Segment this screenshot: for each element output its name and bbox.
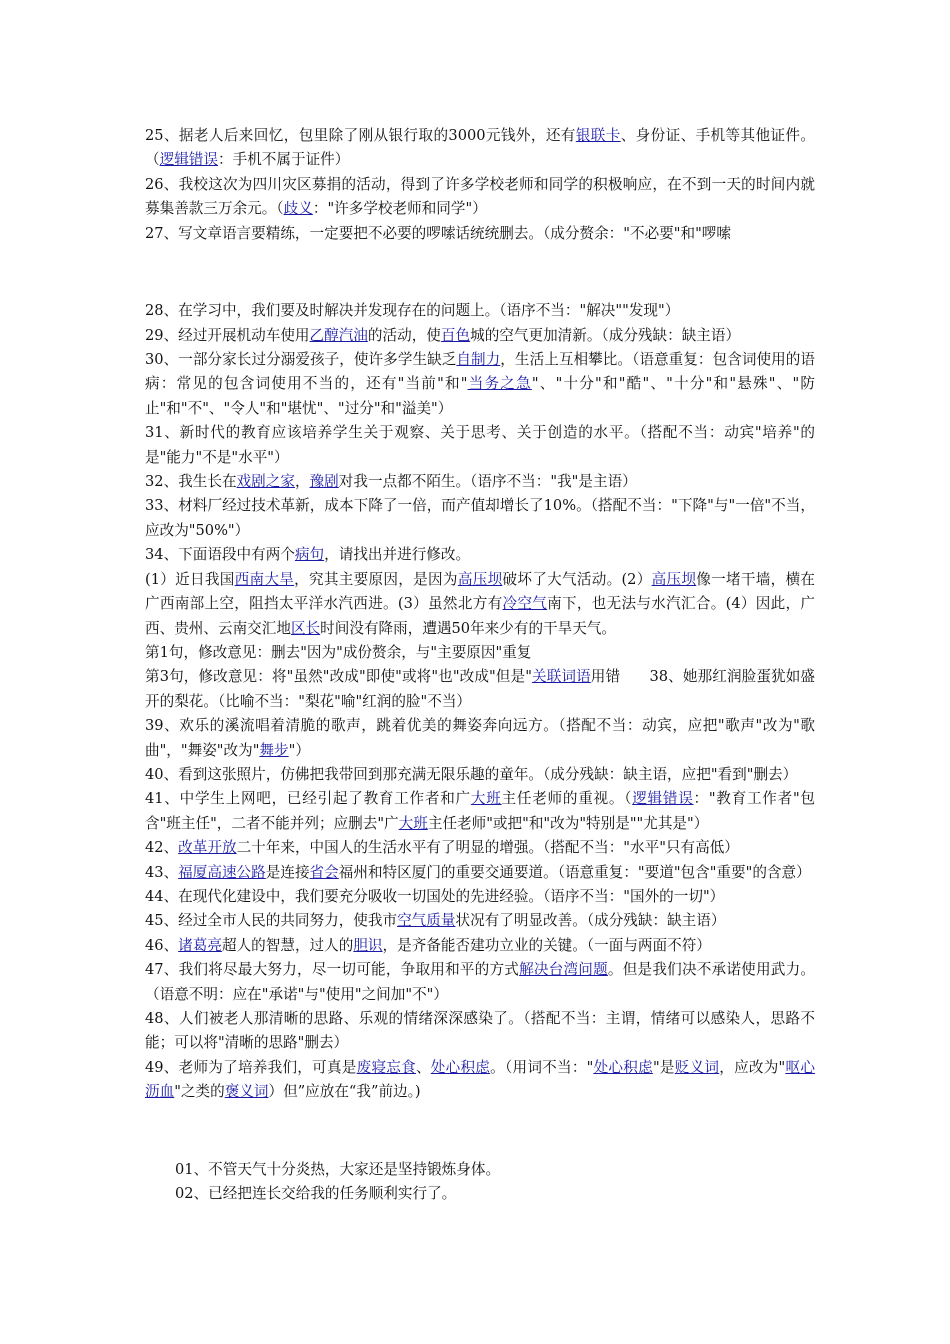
term-link[interactable]: 诸葛亮 <box>178 936 222 954</box>
paragraph-text: 47、我们将尽最大努力，尽一切可能，争取用和平的方式 <box>145 961 520 979</box>
term-link[interactable]: 解决台湾问题 <box>519 961 608 979</box>
term-link[interactable]: 呕心沥血 <box>145 1058 815 1101</box>
term-link[interactable]: 关联词语 <box>531 668 591 686</box>
paragraph-text: 33、材料厂经过技术革新，成本下降了一倍，而产值却增长了10%。（搭配不当："下降"与"一倍"不当，应改为"50%"） <box>145 497 815 539</box>
paragraph-text: ，是齐备能否建功立业的关键。（一面与两面不符） <box>382 936 711 954</box>
paragraph-text: 32、我生长在 <box>145 473 237 491</box>
document-body <box>145 124 815 1207</box>
term-link[interactable]: 处心积虑 <box>593 1058 653 1076</box>
paragraph-p49 <box>145 1056 815 1105</box>
term-link[interactable]: 银联卡 <box>575 127 621 144</box>
paragraph-text: ：手机不属于证件） <box>218 151 350 169</box>
term-link[interactable]: 空气质量 <box>397 912 456 930</box>
paragraph-text: 27、写文章语言要精练，一定要把不必要的啰嗦话统统删去。（成分赘余："不必要"和"啰嗦 <box>145 224 731 242</box>
paragraph-text: ）但”应放在“我”前边。) <box>268 1083 421 1101</box>
paragraph-text: 40、看到这张照片，仿佛把我带回到那充满无限乐趣的童年。（成分残缺：缺主语，应把"看到"删去） <box>145 765 798 783</box>
term-link[interactable]: 西南大旱 <box>234 570 295 588</box>
paragraph-text: 像一堵干墙，横在广西南部上空，阻挡太平洋水汽西进。(3）虽然北方有 <box>145 570 815 613</box>
term-link[interactable]: 豫剧 <box>309 473 339 491</box>
paragraph-text: 的活动，使 <box>367 326 441 344</box>
term-link[interactable]: 改革开放 <box>178 839 237 857</box>
term-link[interactable]: 乙醇汽油 <box>309 326 368 344</box>
paragraph-text: 31、新时代的教育应该培养学生关于观察、关于思考、关于创造的水平。（搭配不当：动宾"培养"的是"能力"不是"水平"） <box>145 424 815 466</box>
paragraph-text: 用错 38、她那红润脸蛋犹如盛开的梨花。（比喻不当："梨花"喻"红润的脸"不当） <box>145 668 815 710</box>
paragraph-text: 46、 <box>145 936 179 954</box>
paragraph-text: ， <box>294 473 310 491</box>
paragraph-text: 是连接 <box>265 863 310 881</box>
paragraph-text: 南下，也无法与水汽汇合。(4）因此，广西、贵州、云南交汇地 <box>145 595 815 637</box>
term-link[interactable]: 大班 <box>470 790 502 808</box>
term-link[interactable]: 戏剧之家 <box>236 473 295 491</box>
paragraph-text: "之类的 <box>174 1083 225 1101</box>
paragraph-text: 福州和特区厦门的重要交通要道。（语意重复："要道"包含"重要"的含意） <box>338 863 811 881</box>
blank-line <box>145 1119 815 1143</box>
paragraph-text: 第1句，修改意见：删去"因为"成份赘余，与"主要原因"重复 <box>145 643 532 661</box>
paragraph-text: 时间没有降雨，遭遇50年来少有的干旱天气。 <box>320 619 617 637</box>
paragraph-text: 、身份证、手机等其他证件。（ <box>145 127 815 169</box>
paragraph-p40 <box>145 763 815 787</box>
paragraph-p39 <box>145 714 815 763</box>
paragraph-text: 城的空气更加清新。（成分残缺：缺主语） <box>470 326 741 344</box>
paragraph-p27 <box>145 222 815 246</box>
paragraph-text: 01、不管天气十分炎热，大家还是坚持锻炼身体。 <box>175 1160 501 1178</box>
paragraph-text: 28、在学习中，我们要及时解决并发现存在的问题上。（语序不当："解决""发现"） <box>145 302 680 320</box>
paragraph-p46 <box>145 934 815 958</box>
term-link[interactable]: 废寝忘食 <box>356 1058 416 1076</box>
paragraph-text: ，请找出并进行修改。 <box>324 546 471 564</box>
paragraph-text: 42、 <box>145 839 179 857</box>
paragraph-text: ，生活上互相攀比。（语意重复：包含词使用的语病：常见的包含词使用不当的，还有"当前"和" <box>145 351 815 393</box>
paragraph-text: 25、据老人后来回忆，包里除了刚从银行取的3000元钱外，还有 <box>145 127 576 144</box>
paragraph-p30 <box>145 348 815 421</box>
term-link[interactable]: 歧义 <box>283 200 313 218</box>
paragraph-p31 <box>145 421 815 470</box>
term-link[interactable]: 冷空气 <box>502 595 548 613</box>
term-link[interactable]: 百色 <box>440 326 471 344</box>
paragraph-p34 <box>145 543 815 567</box>
paragraph-text: "、"十分"和"酷"、"十分"和"悬殊"、"防止"和"不"、"令人"和"堪忧"、"过分"和"溢美"） <box>145 375 815 417</box>
paragraph-text: 45、经过全市人民的共同努力，使我市 <box>145 912 398 930</box>
paragraph-text: 44、在现代化建设中，我们要充分吸收一切国处的先进经验。（语序不当："国外的一切"） <box>145 887 725 905</box>
paragraph-text: 对我一点都不陌生。（语序不当："我"是主语） <box>338 473 637 491</box>
term-link[interactable]: 福厦高速公路 <box>178 863 266 881</box>
term-link[interactable]: 病句 <box>294 546 325 564</box>
term-link[interactable]: 贬义词 <box>674 1058 720 1076</box>
paragraph-p44 <box>145 885 815 909</box>
paragraph-q02 <box>145 1182 815 1206</box>
blank-line <box>145 261 815 285</box>
paragraph-p28 <box>145 299 815 323</box>
paragraph-text: 29、经过开展机动车使用 <box>145 326 310 344</box>
paragraph-text: 状况有了明显改善。（成分残缺：缺主语） <box>455 912 726 930</box>
term-link[interactable]: 胆识 <box>353 936 383 954</box>
paragraph-p42 <box>145 836 815 860</box>
term-link[interactable]: 高压坝 <box>651 570 697 588</box>
paragraph-text: 主任老师的重视。（ <box>501 790 633 808</box>
term-link[interactable]: 当务之急 <box>467 375 532 393</box>
paragraph-p48 <box>145 1007 815 1056</box>
paragraph-p32 <box>145 470 815 494</box>
paragraph-text: ："教育工作者"包含"班主任"，二者不能并列；应删去"广 <box>145 790 815 832</box>
paragraph-p25 <box>145 124 815 173</box>
paragraph-p29 <box>145 324 815 348</box>
term-link[interactable]: 自制力 <box>456 351 501 369</box>
paragraph-text: 、 <box>415 1058 431 1076</box>
paragraph-text: 主任老师"或把"和"改为"特别是""尤其是"） <box>427 814 709 832</box>
term-link[interactable]: 褒义词 <box>224 1083 269 1101</box>
paragraph-text: 41、中学生上网吧，已经引起了教育工作者和广 <box>145 790 471 808</box>
paragraph-text: 超人的智慧，过人的 <box>221 936 354 954</box>
term-link[interactable]: 高压坝 <box>457 570 503 588</box>
paragraph-text: ，应改为" <box>719 1058 786 1076</box>
paragraph-text: 。（用词不当：" <box>490 1058 594 1076</box>
paragraph-text: 34、下面语段中有两个 <box>145 546 295 564</box>
paragraph-text: ："许多学校老师和同学"） <box>312 200 487 218</box>
paragraph-p26 <box>145 173 815 222</box>
paragraph-text: 48、人们被老人那清晰的思路、乐观的情绪深深感染了。（搭配不当：主谓，情绪可以感染人，思路不能；可以将"清晰的思路"删去） <box>145 1010 815 1052</box>
paragraph-p41 <box>145 787 815 836</box>
term-link[interactable]: 大班 <box>398 814 428 832</box>
paragraph-text: 39、欢乐的溪流唱着清脆的歌声，跳着优美的舞姿奔向远方。（搭配不当：动宾，应把"歌声"改为"歌曲"，"舞姿"改为" <box>145 717 815 759</box>
paragraph-text: 。但是我们决不承诺使用武力。（语意不明：应在"承诺"与"使用"之间加"不"） <box>145 961 815 1003</box>
paragraph-q01 <box>145 1158 815 1182</box>
paragraph-p34b <box>145 568 815 641</box>
paragraph-p47 <box>145 958 815 1007</box>
paragraph-text: 26、我校这次为四川灾区募捐的活动，得到了许多学校老师和同学的积极响应，在不到一天的时间内就募集善款三万余元。（ <box>145 175 815 218</box>
paragraph-text: ，究其主要原因，是因为 <box>294 570 458 588</box>
term-link[interactable]: 省会 <box>309 863 339 881</box>
paragraph-text: 02、已经把连长交给我的任务顺利实行了。 <box>175 1185 457 1203</box>
term-link[interactable]: 舞步 <box>259 741 289 759</box>
paragraph-p34d <box>145 665 815 714</box>
paragraph-p45 <box>145 909 815 933</box>
term-link[interactable]: 逻辑错误 <box>159 151 218 169</box>
paragraph-text: 破坏了大气活动。(2） <box>502 570 652 588</box>
paragraph-text: "） <box>288 741 310 759</box>
paragraph-p33 <box>145 494 815 543</box>
term-link[interactable]: 逻辑错误 <box>632 790 694 808</box>
paragraph-text: "是 <box>652 1058 675 1076</box>
term-link[interactable]: 处心积虑 <box>430 1058 491 1076</box>
paragraph-p34c <box>145 641 815 665</box>
paragraph-text: 43、 <box>145 863 179 881</box>
paragraph-text: 49、老师为了培养我们，可真是 <box>145 1058 357 1076</box>
paragraph-text: 第3句，修改意见：将"虽然"改成"即使"或将"也"改成"但是" <box>145 668 532 686</box>
term-link[interactable]: 区长 <box>290 619 321 637</box>
paragraph-text: 二十年来，中国人的生活水平有了明显的增强。（搭配不当："水平"只有高低） <box>236 839 739 857</box>
paragraph-text: (1）近日我国 <box>145 570 235 588</box>
paragraph-p43 <box>145 861 815 885</box>
paragraph-text: 30、一部分家长过分溺爱孩子，使许多学生缺乏 <box>145 351 457 369</box>
